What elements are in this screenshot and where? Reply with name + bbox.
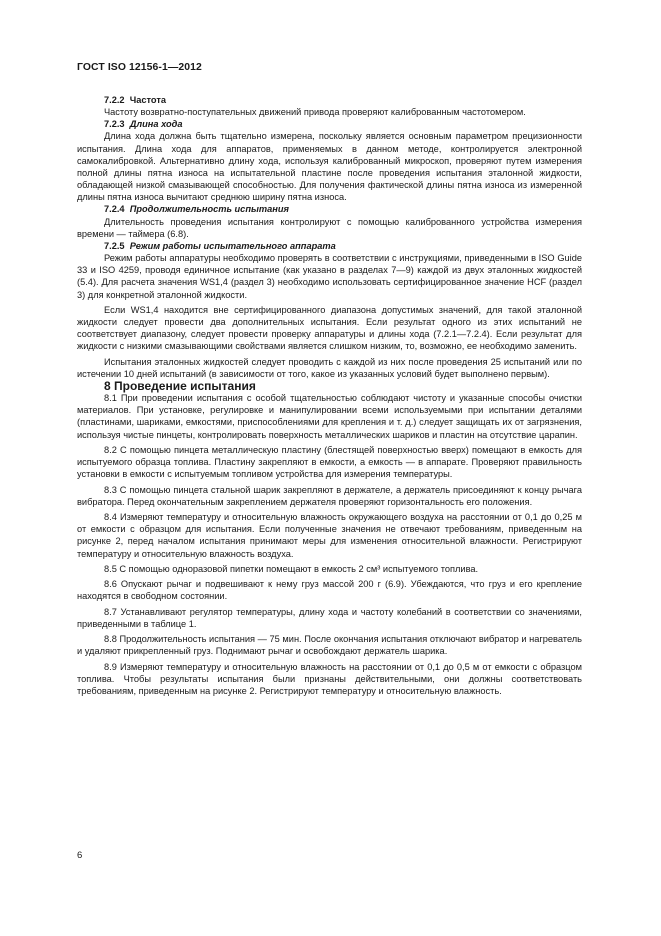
paragraph-8-9: 8.9 Измеряют температуру и относительную влажность на расстоянии от 0,1 до 0,5 м от емкости с образцом топлива. Чтобы результаты испытания были признаны действительными, они должны соответствовать требованиям, приведенным на рисунке 2. Регистрируют температуру и относительную влажность. xyxy=(77,661,582,697)
paragraph-8-3: 8.3 С помощью пинцета стальной шарик закрепляют в держателе, а держатель присоединяют к концу рычага вибратора. Перед окончательным закреплением держателя проверяют горизонтальность его положения. xyxy=(77,484,582,507)
section-heading-8: 8 Проведение испытания xyxy=(104,378,256,393)
subsection-heading-7-2-4: 7.2.4 Продолжительность испытания xyxy=(104,204,289,215)
paragraph: Частоту возвратно-поступательных движений привода проверяют калиброванным частотомером. xyxy=(104,107,526,118)
paragraph-8-2: 8.2 С помощью пинцета металлическую пластину (блестящей поверхностью вверх) помещают в емкость для испытуемого образца топлива. Пластину закрепляют в емкости, а емкость — в аппарате. Проверяют правильность установки в емкости с испытуемым топливом устройства для измерения температуры. xyxy=(77,444,582,480)
paragraph: Режим работы аппаратуры необходимо проверять в соответствии с инструкциями, приведенными в ISO Guide 33 и ISO 4259, проводя единичное испытание (как указано в разделах 7—9) каждой из двух эталонных жидкостей (5.4). Для расчета значения WS1,4 (раздел 3) необходимо использовать сертифицированное значение HCF (раздел 3) для конкретной эталонной жидкости. xyxy=(77,253,582,300)
document-header: ГОСТ ISO 12156-1—2012 xyxy=(77,62,202,73)
paragraph-8-1: 8.1 При проведении испытания с особой тщательностью соблюдают чистоту и указанные способы очистки материалов. При установке, регулировке и манипулировании всеми используемыми при испытании деталями (пластинами, шариками, емкостями, приспособлениями для крепления и т. д.) следует защищать их от загрязнения, используя чистые пинцеты, контролировать поверхность металлических шариков и пластин на отсутствие царапин. xyxy=(77,393,582,440)
paragraph: Длина хода должна быть тщательно измерена, поскольку является основным параметром прецизионности испытания. Длина хода для аппаратов, применяемых в данном методе, контролируется электронной самокалибровкой. Альтернативно длину хода, используя калиброванный микроскоп, проверяют путем измерения полной длины пятна износа на испытательной пластине после проведения испытания эталонной жидкости, обладающей низкой смазывающей способностью. Для получения фактической длины пятна износа из измеренной длины пятна износа вычитают среднюю ширину пятна износа. xyxy=(77,131,582,203)
document-body xyxy=(77,94,582,697)
paragraph: Испытания эталонных жидкостей следует проводить с каждой из них после проведения 25 испытаний или по истечении 10 дней испытаний (в зависимости от того, какое из указанных условий будет выполнено первым). xyxy=(77,356,582,379)
subsection-heading-7-2-2: 7.2.2 Частота xyxy=(104,95,167,105)
paragraph-8-5: 8.5 С помощью одноразовой пипетки помещают в емкость 2 см³ испытуемого топлива. xyxy=(104,563,479,574)
paragraph-8-6: 8.6 Опускают рычаг и подвешивают к нему груз массой 200 г (6.9). Убеждаются, что груз и его крепление находятся в свободном состоянии. xyxy=(77,579,582,602)
paragraph-8-8: 8.8 Продолжительность испытания — 75 мин. После окончания испытания отключают вибратор и нагреватель и удаляют прикрепленный груз. Поднимают рычаг и освобождают держатель шарика. xyxy=(77,634,582,657)
page-number: 6 xyxy=(77,850,83,861)
paragraph: Длительность проведения испытания контролируют с помощью калиброванного устройства измерения времени — таймера (6.8). xyxy=(77,216,582,239)
subsection-heading-7-2-3: 7.2.3 Длина хода xyxy=(104,119,183,130)
paragraph-8-4: 8.4 Измеряют температуру и относительную влажность окружающего воздуха на расстоянии от 0,1 до 0,25 м от емкости с образцом для испытания. Если полученные значения не отвечают требованиям, приведенным на рисунке 2, перед началом испытания принимают меры для изменения относительной влажности. Регистрируют температуру и относительную влажность воздуха. xyxy=(77,512,582,559)
paragraph: Если WS1,4 находится вне сертифицированного диапазона допустимых значений, для такой эталонной жидкости следует провести два дополнительных испытания. Если результат одного из этих испытаний не соответствует диапазону, следует провести проверку аппаратуры и длины хода (7.2.1—7.2.4). Если результат для жидкости с низкими смазывающими свойствами является слишком низким, то, возможно, ее необходимо заменить. xyxy=(77,304,582,352)
subsection-heading-7-2-5: 7.2.5 Режим работы испытательного аппарата xyxy=(104,240,336,251)
paragraph-8-7: 8.7 Устанавливают регулятор температуры, длину хода и частоту колебаний в соответствии со значениями, приведенными в таблице 1. xyxy=(77,606,582,629)
